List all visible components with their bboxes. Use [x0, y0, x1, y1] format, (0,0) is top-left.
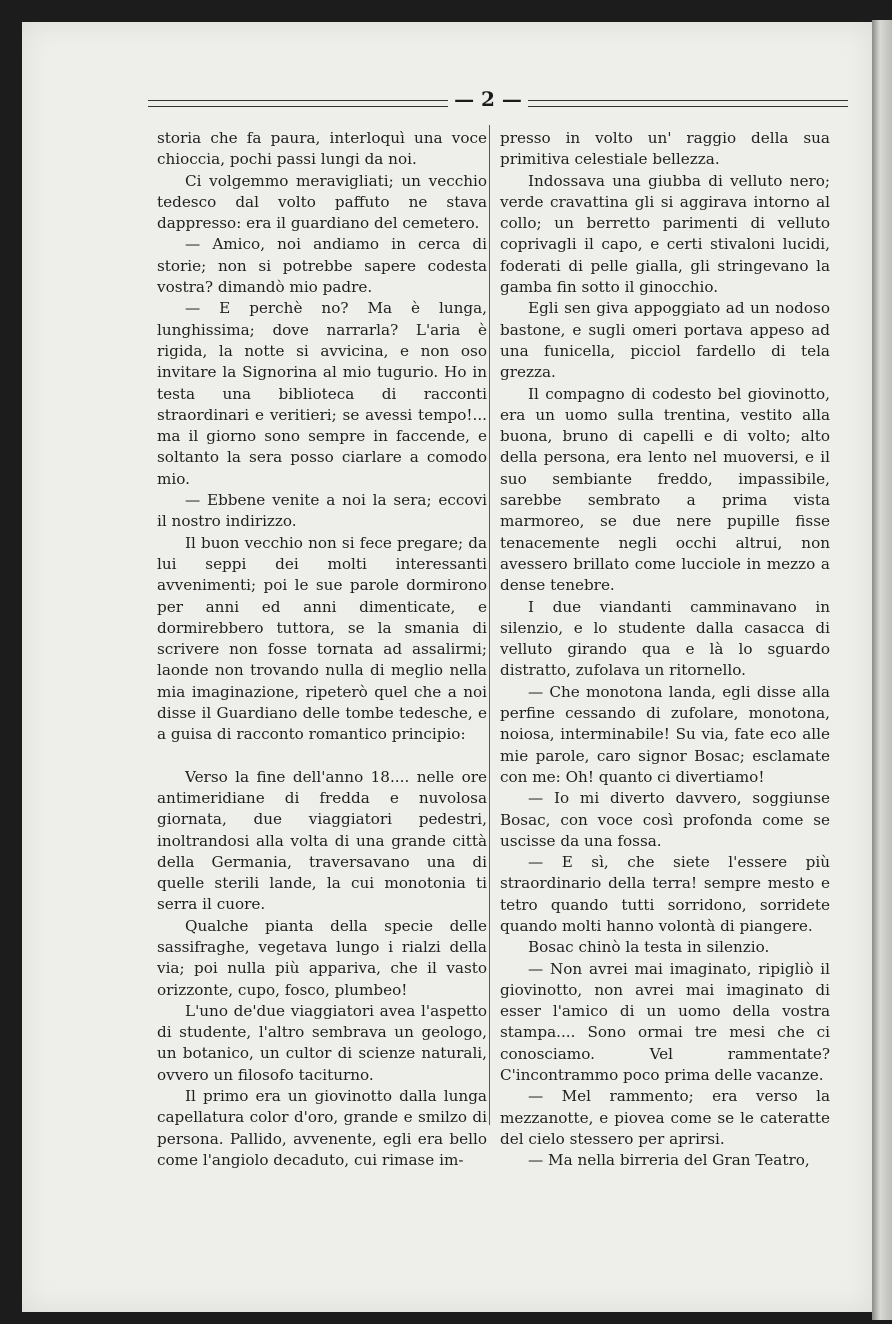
- paragraph: — Che monotona landa, egli disse alla perfine cessando di zufolare, monotona, noiosa, interminabile! Su via, fate eco alle mie parole, caro signor Bosac; esclamate con me: Oh! quanto ci divertiamo!: [500, 682, 830, 786]
- header-rule-left: [148, 100, 448, 101]
- paragraph: L'uno de'due viaggiatori avea l'aspetto di studente, l'altro sembrava un geologo, un botanico, un cultor di scienze naturali, ovvero un filosofo taciturno.: [157, 1001, 487, 1084]
- paragraph: — Ebbene venite a noi la sera; eccovi il nostro indirizzo.: [157, 491, 487, 531]
- paragraph: storia che fa paura, interloquì una voce chioccia, pochi passi lungi da noi.: [157, 129, 487, 169]
- paragraph: I due viandanti camminavano in silenzio, e lo studente dalla casacca di velluto girando qua e là lo sguardo distratto, zufolava un ritornello.: [500, 597, 830, 680]
- paragraph: — Mel rammento; era verso la mezzanotte, e piovea come se le cateratte del cielo stessero per aprirsi.: [500, 1087, 830, 1148]
- paragraph: Egli sen giva appoggiato ad un nodoso bastone, e sugli omeri portava appeso ad una funicella, picciol fardello di tela grezza.: [500, 299, 830, 382]
- right-column: [500, 128, 830, 1172]
- column-divider: [489, 125, 490, 1125]
- paragraph: Il buon vecchio non si fece pregare; da lui seppi dei molti interessanti avvenimenti; poi le sue parole dormirono per anni ed anni dimenticate, e dormirebbero tuttora, se la smania di scrivere non fosse tornata ad assalirmi; laonde non trovando nulla di meglio nella mia imaginazione, ripeterò quel che a noi disse il Guardiano delle tombe tedesche, e a guisa di racconto romantico principio:: [157, 533, 487, 744]
- header-rule-left-thin: [148, 106, 448, 107]
- paragraph: — Amico, noi andiamo in cerca di storie; non si potrebbe sapere codesta vostra? dimandò mio padre.: [157, 235, 487, 297]
- header-rule-right: [528, 100, 848, 101]
- header-rule-right-thin: [528, 106, 848, 107]
- page-header: [148, 86, 848, 116]
- paragraph: — Io mi diverto davvero, soggiunse Bosac, con voce così profonda come se uscisse da una fossa.: [500, 789, 830, 850]
- paragraph: — E perchè no? Ma è lunga, lunghissima; dove narrarla? L'aria è rigida, la notte si avvicina, e non oso invitare la Signorina al mio tugurio. Ho in testa una biblioteca di racconti straordinari e veritieri; se avessi tempo!... ma il giorno sono sempre in faccende, e soltanto la sera posso ciarlare a comodo mio.: [157, 299, 487, 488]
- paragraph: Il primo era un giovinotto dalla lunga capellatura color d'oro, grande e smilzo di persona. Pallido, avvenente, egli era bello come l'angiolo decaduto, cui rimase im-: [157, 1087, 487, 1169]
- paragraph: Il compagno di codesto bel giovinotto, era un uomo sulla trentina, vestito alla buona, bruno di capelli e di volto; alto della persona, era lento nel muoversi, e il suo sembiante freddo, impassibile, sarebbe sembrato a prima vista marmoreo, se due nere pupille fisse tenacemente negli occhi altrui, non avessero brillato come lucciole in mezzo a dense tenebre.: [500, 384, 830, 595]
- paragraph: — E sì, che siete l'essere più straordinario della terra! sempre mesto e tetro quando tutti sorridono, sorridete quando molti hanno volontà di piangere.: [500, 853, 830, 935]
- paragraph: Ci volgemmo meravigliati; un vecchio tedesco dal volto paffuto ne stava dappresso: era il guardiano del cemetero.: [157, 171, 487, 233]
- paragraph: presso in volto un' raggio della sua primitiva celestiale bellezza.: [500, 129, 830, 169]
- paragraph: — Ma nella birreria del Gran Teatro,: [528, 1151, 810, 1170]
- paragraph: Verso la fine dell'anno 18.... nelle ore antimeridiane di fredda e nuvolosa giornata, due viaggiatori pedestri, inoltrandosi alla volta di una grande città della Germania, traversavano una di quelle sterili lande, la cui monotonia ti serra il cuore.: [157, 767, 487, 914]
- page-edge: [872, 20, 892, 1320]
- left-column: [157, 128, 487, 1171]
- paragraph: Qualche pianta della specie delle sassifraghe, vegetava lungo i rialzi della via; poi nulla più appariva, che il vasto orizzonte, cupo, fosco, plumbeo!: [157, 916, 487, 999]
- paragraph: Indossava una giubba di velluto nero; verde cravattina gli si aggirava intorno al collo; un berretto parimenti di velluto coprivagli il capo, e certi stivaloni lucidi, foderati di pelle gialla, gli stringevano la gamba fin sotto il ginocchio.: [500, 171, 830, 297]
- paragraph: — Non avrei mai imaginato, ripigliò il giovinotto, non avrei mai imaginato di esser l'amico di un uomo della vostra stampa.... Sono ormai tre mesi che ci conosciamo. Vel rammentate? C'incontrammo poco prima delle vacanze.: [500, 959, 830, 1085]
- page-number: — 2 —: [454, 87, 522, 111]
- paragraph: Bosac chinò la testa in silenzio.: [528, 938, 770, 957]
